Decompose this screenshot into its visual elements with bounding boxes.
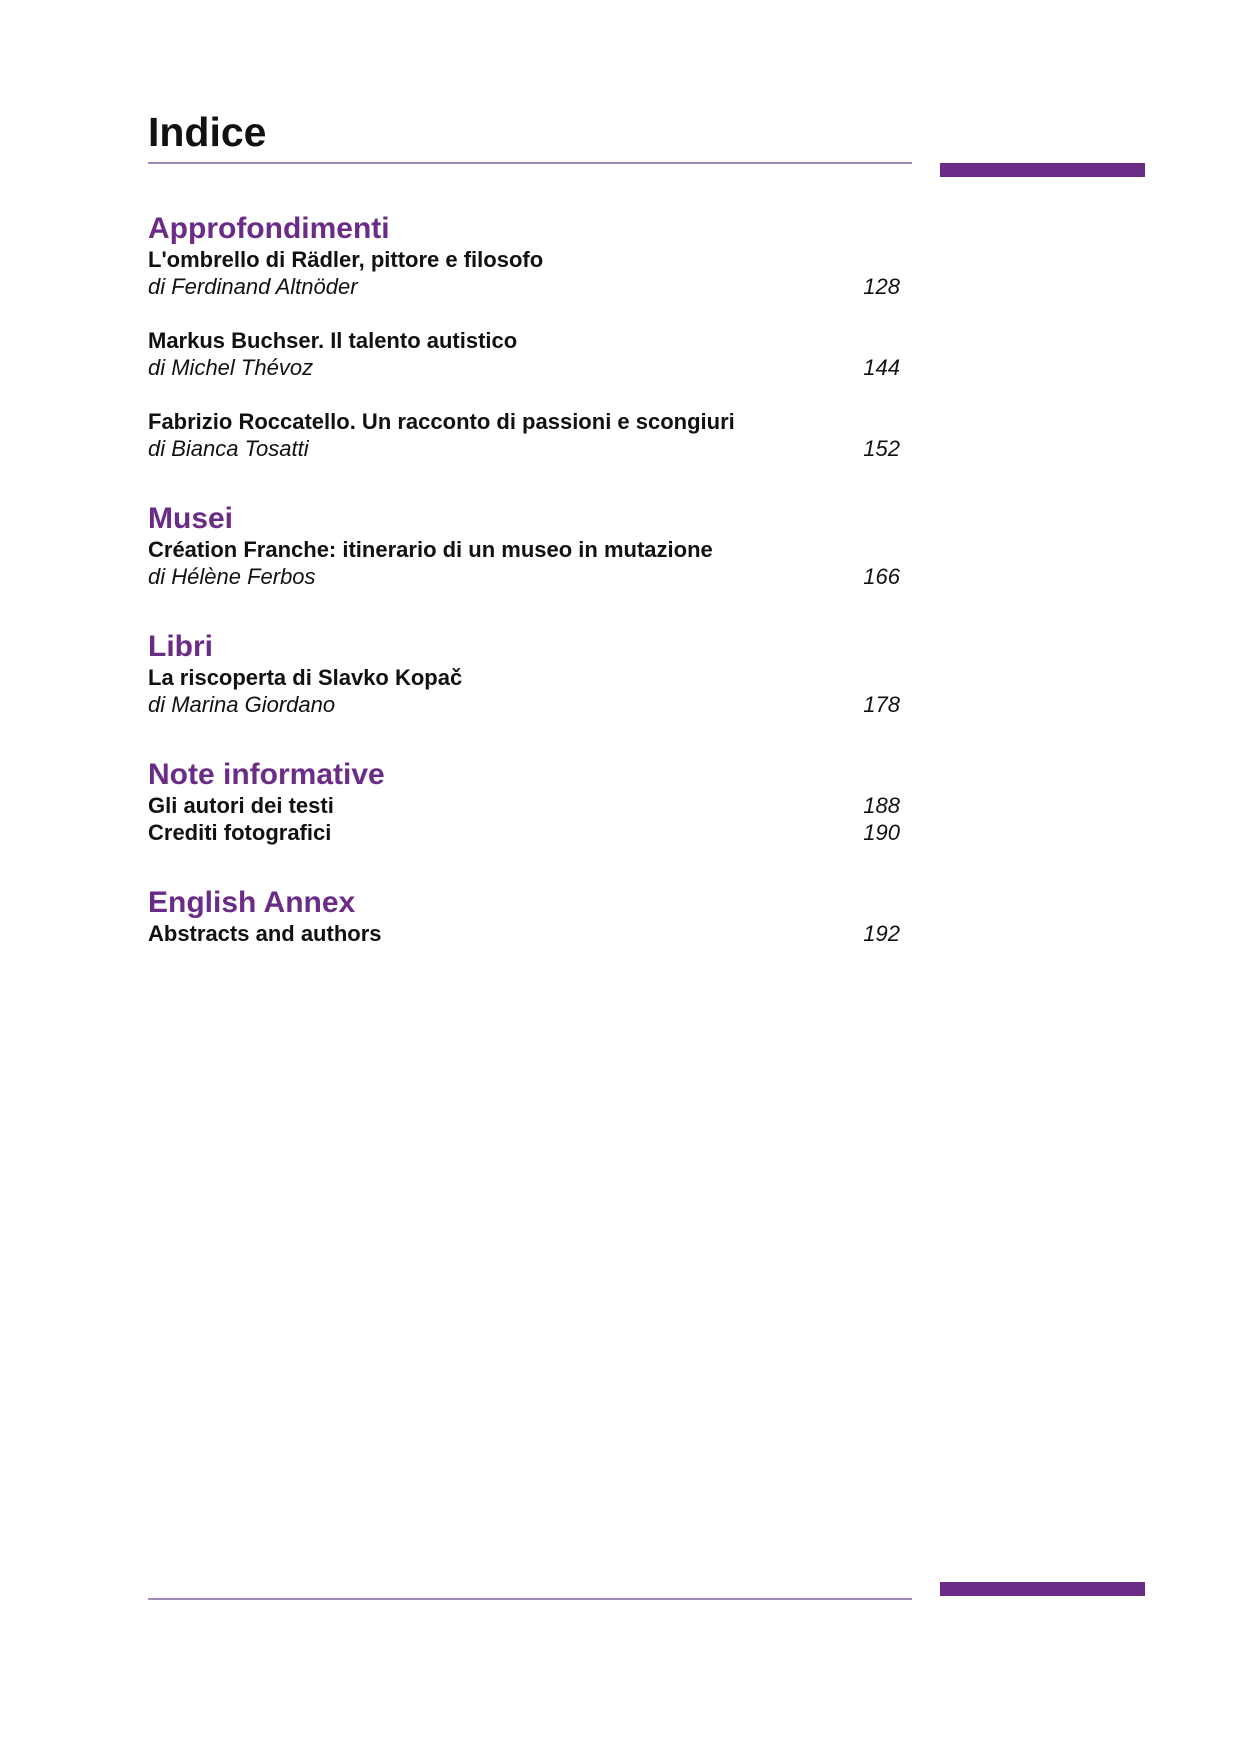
section-heading: Approfondimenti bbox=[148, 212, 390, 245]
table-of-contents bbox=[148, 212, 900, 987]
section-heading: Libri bbox=[148, 630, 213, 663]
entry-title: Abstracts and authors bbox=[148, 921, 382, 946]
toc-section-musei bbox=[148, 502, 900, 590]
toc-entry[interactable] bbox=[148, 920, 900, 947]
toc-entry[interactable] bbox=[148, 246, 900, 300]
entry-author: di Bianca Tosatti bbox=[148, 436, 309, 461]
toc-entry[interactable] bbox=[148, 536, 900, 590]
entry-title: Fabrizio Roccatello. Un racconto di passioni e scongiuri bbox=[148, 409, 735, 434]
entry-page-number: 178 bbox=[863, 692, 900, 717]
toc-entry[interactable] bbox=[148, 408, 900, 462]
entry-author: di Marina Giordano bbox=[148, 692, 336, 717]
section-heading: English Annex bbox=[148, 886, 356, 919]
entry-author: di Hélène Ferbos bbox=[148, 564, 316, 589]
page-title: Indice bbox=[148, 109, 267, 155]
section-heading: Note informative bbox=[148, 758, 385, 791]
toc-section-approfondimenti bbox=[148, 212, 900, 462]
entry-title: Markus Buchser. Il talento autistico bbox=[148, 328, 518, 353]
toc-section-note-informative bbox=[148, 758, 900, 846]
footer-accent-bar bbox=[940, 1582, 1145, 1596]
entry-page-number: 166 bbox=[863, 564, 900, 589]
footer-rule bbox=[148, 1598, 912, 1600]
header-rule bbox=[148, 162, 912, 164]
entry-title: La riscoperta di Slavko Kopač bbox=[148, 665, 463, 690]
toc-entry[interactable] bbox=[148, 792, 900, 819]
toc-entry[interactable] bbox=[148, 327, 900, 381]
entry-page-number: 144 bbox=[863, 355, 900, 380]
header-accent-bar bbox=[940, 163, 1145, 177]
entry-page-number: 192 bbox=[863, 921, 900, 946]
entry-page-number: 152 bbox=[863, 436, 900, 461]
toc-entry[interactable] bbox=[148, 819, 900, 846]
entry-title: Création Franche: itinerario di un museo in mutazione bbox=[148, 537, 713, 562]
toc-section-english-annex bbox=[148, 886, 900, 947]
section-heading: Musei bbox=[148, 502, 234, 535]
entry-title: Crediti fotografici bbox=[148, 820, 332, 845]
toc-section-libri bbox=[148, 630, 900, 718]
entry-title: Gli autori dei testi bbox=[148, 793, 334, 818]
entry-page-number: 128 bbox=[863, 274, 900, 299]
entry-page-number: 190 bbox=[863, 820, 900, 845]
entry-page-number: 188 bbox=[863, 793, 900, 818]
entry-author: di Michel Thévoz bbox=[148, 355, 314, 380]
entry-author: di Ferdinand Altnöder bbox=[148, 274, 358, 299]
toc-entry[interactable] bbox=[148, 664, 900, 718]
entry-title: L'ombrello di Rädler, pittore e filosofo bbox=[148, 247, 544, 272]
